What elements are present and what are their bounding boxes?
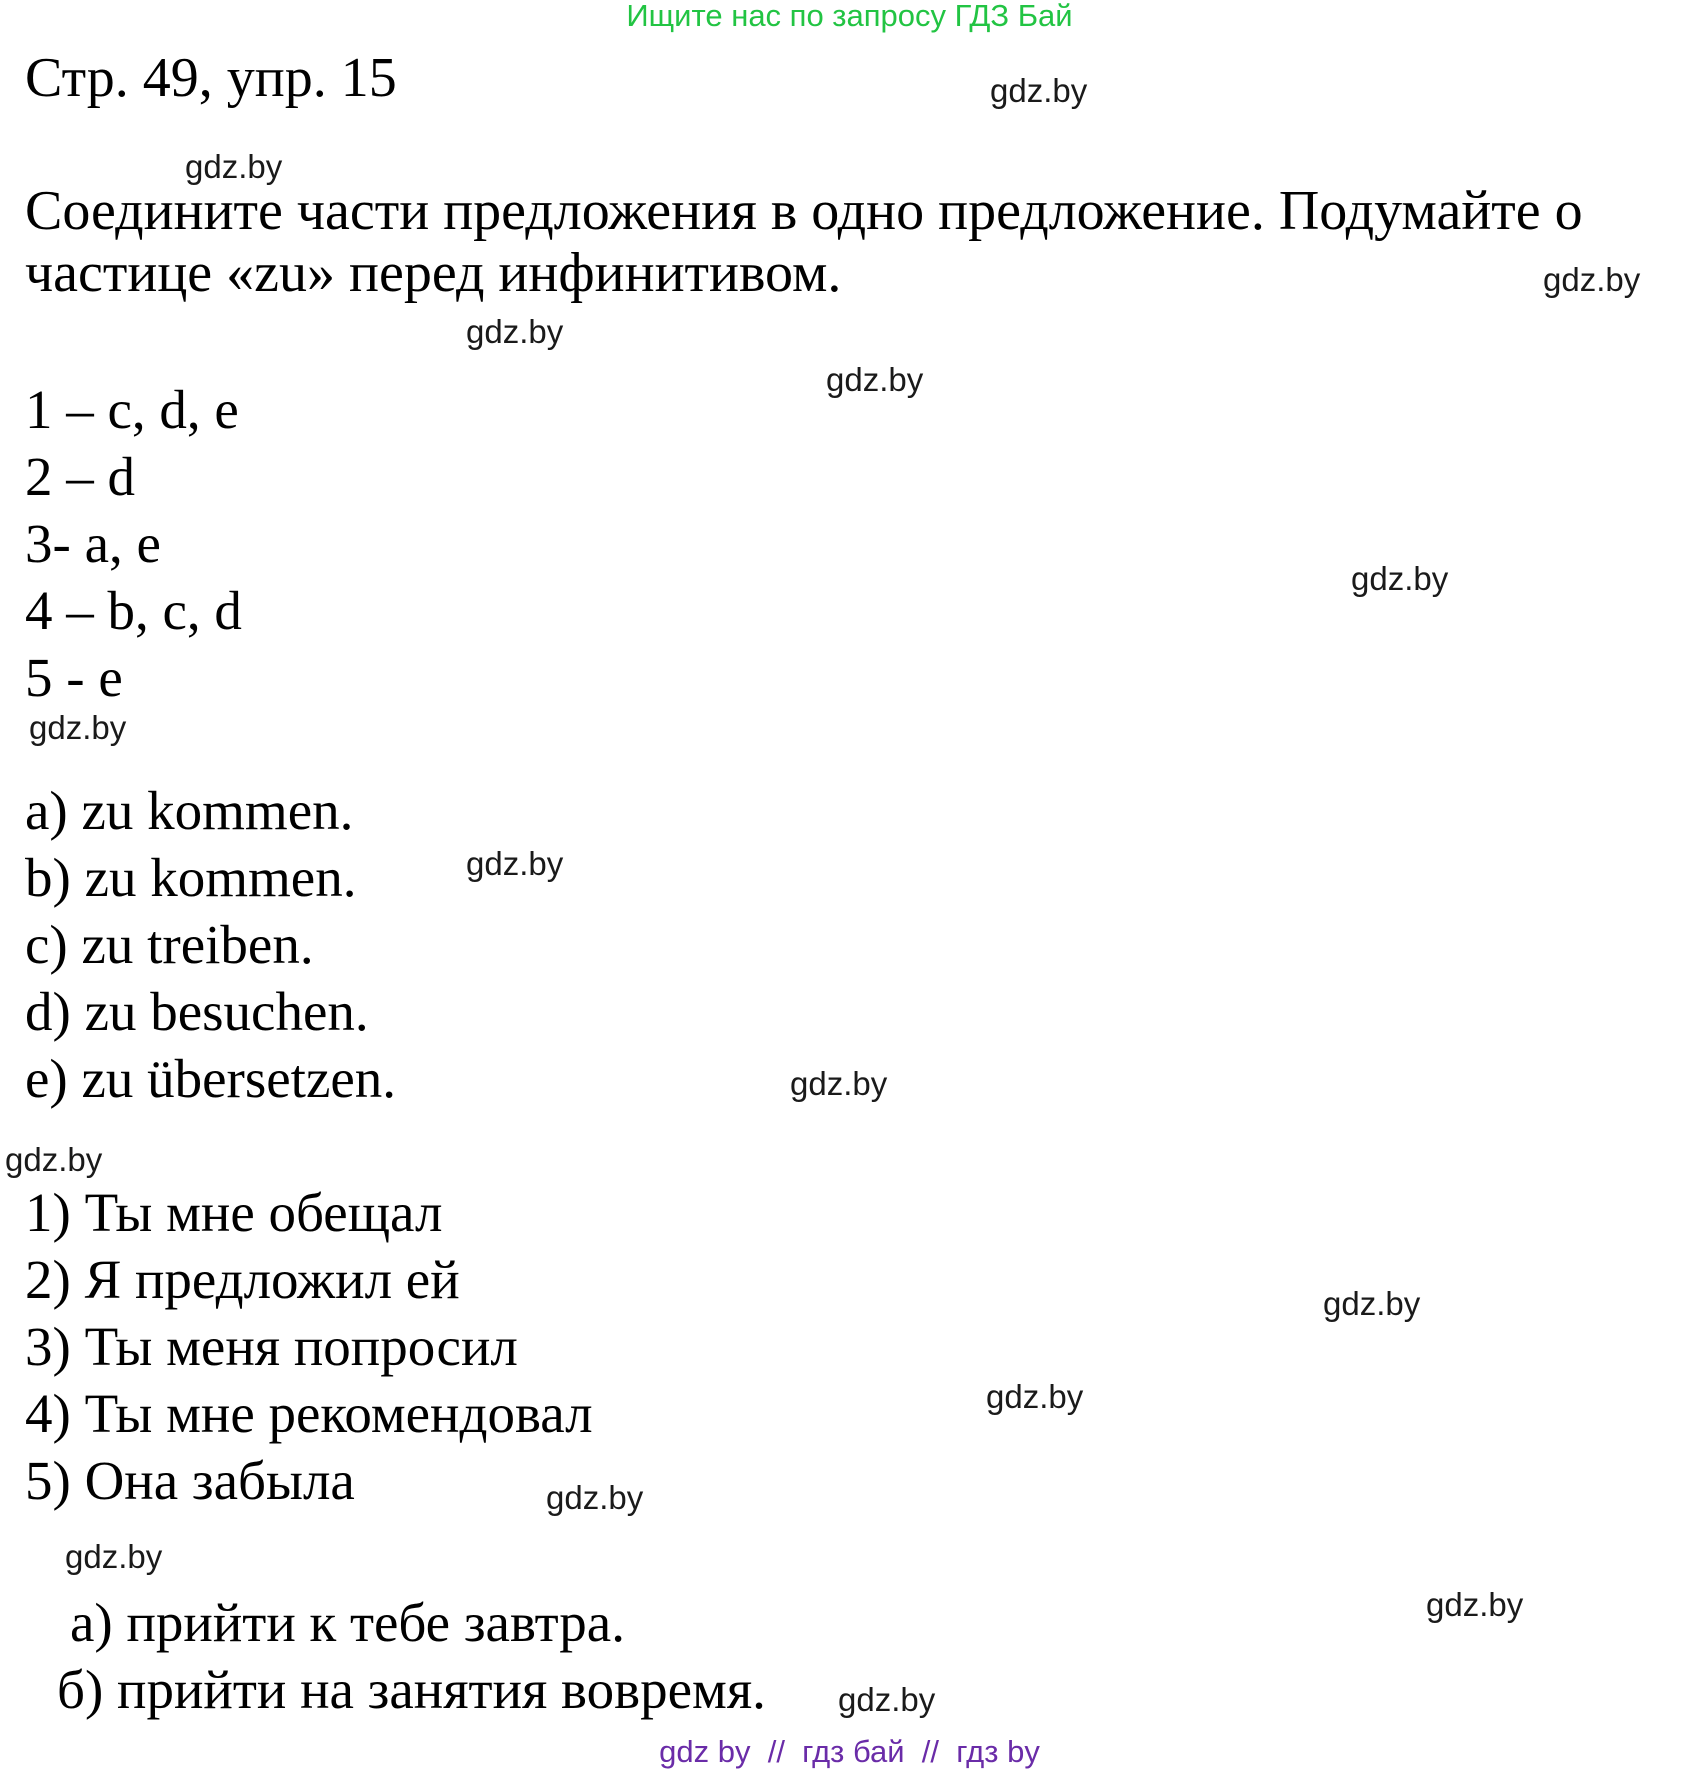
watermark: gdz.by	[5, 1141, 103, 1178]
instruction-line-2: частице «zu» перед инфинитивом.	[25, 242, 842, 304]
watermark: gdz.by	[990, 72, 1088, 109]
banner-text: Ищите нас по запросу ГДЗ Бай	[626, 0, 1073, 33]
watermark: gdz.by	[1426, 1586, 1524, 1623]
answer-item: 3- a, e	[25, 513, 161, 574]
german-ending-item: c) zu treiben.	[25, 914, 314, 975]
russian-beginning-item: 2) Я предложил ей	[25, 1249, 460, 1310]
russian-ending-item: а) прийти к тебе завтра.	[70, 1592, 625, 1653]
german-ending-item: b) zu kommen.	[25, 847, 357, 908]
instruction-line-1: Соедините части предложения в одно предложение. Подумайте о	[25, 180, 1583, 242]
watermark: gdz.by	[466, 845, 564, 882]
russian-ending-item: б) прийти на занятия вовремя.	[57, 1659, 766, 1720]
watermark: gdz.by	[466, 313, 564, 350]
watermark: gdz.by	[1543, 261, 1641, 298]
german-ending-item: d) zu besuchen.	[25, 981, 369, 1042]
watermark: gdz.by	[1323, 1285, 1421, 1322]
watermark: gdz.by	[838, 1681, 936, 1718]
german-ending-item: a) zu kommen.	[25, 780, 354, 841]
answer-item: 2 – d	[25, 446, 135, 507]
watermark: gdz.by	[185, 148, 283, 185]
top-banner	[0, 0, 1699, 31]
german-ending-item: e) zu übersetzen.	[25, 1048, 397, 1109]
russian-beginning-item: 5) Она забыла	[25, 1450, 355, 1511]
russian-beginning-item: 1) Ты мне обещал	[25, 1182, 443, 1243]
watermark: gdz.by	[826, 361, 924, 398]
watermark: gdz.by	[1351, 560, 1449, 597]
watermark: gdz.by	[546, 1479, 644, 1516]
watermark: gdz.by	[29, 709, 127, 746]
answer-item: 4 – b, c, d	[25, 580, 242, 641]
page-title: Стр. 49, упр. 15	[25, 47, 397, 109]
russian-beginning-item: 3) Ты меня попросил	[25, 1316, 518, 1377]
watermark: gdz.by	[986, 1378, 1084, 1415]
watermark: gdz.by	[65, 1538, 163, 1575]
answer-item: 1 – c, d, e	[25, 379, 239, 440]
footer-text: gdz by // гдз бай // гдз by	[659, 1734, 1040, 1769]
russian-beginning-item: 4) Ты мне рекомендовал	[25, 1383, 593, 1444]
answer-item: 5 - e	[25, 647, 123, 708]
watermark: gdz.by	[790, 1065, 888, 1102]
footer-banner	[0, 1736, 1699, 1767]
